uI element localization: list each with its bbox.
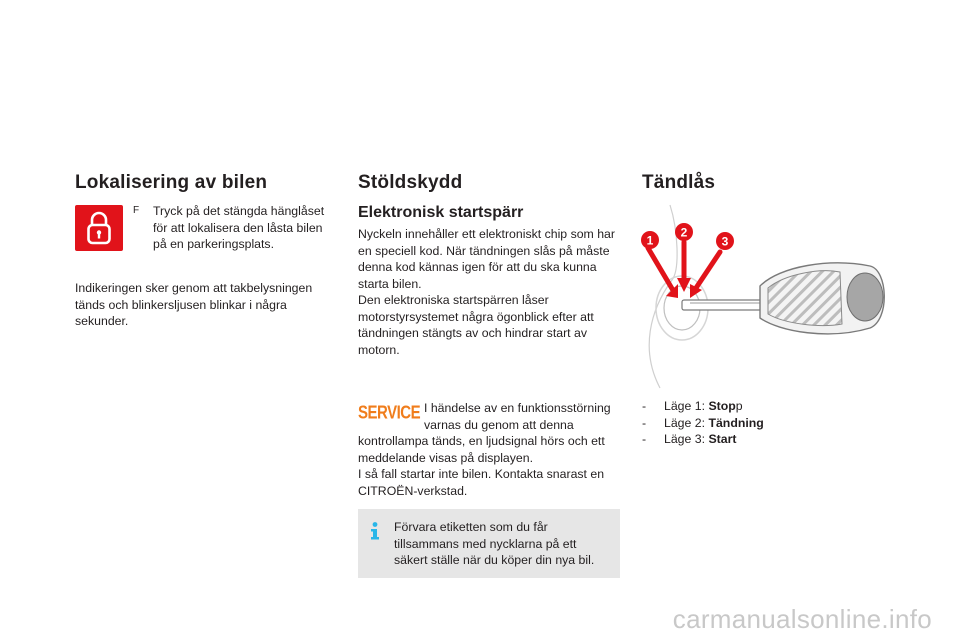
info-note-box (358, 509, 620, 578)
locating-description: Indikeringen sker genom att takbelysningen tänds och blinkersljusen blinkar i några sekunder. (75, 281, 313, 329)
position-marker-2-label: 2 (680, 225, 688, 240)
bullet-marker: F (133, 205, 140, 216)
locating-instruction: Tryck på det stängda hänglåset för att lokalisera den låsta bilen på en parkeringsplats. (153, 204, 325, 252)
warning-text-c: I så fall startar inte bilen. Kontakta snarast en CITROËN-verkstad. (358, 467, 605, 498)
position-marker-1-label: 1 (646, 233, 654, 248)
padlock-button-icon (75, 205, 123, 251)
info-icon (366, 521, 384, 541)
list-item: - Läge 2: Tändning (642, 415, 764, 430)
watermark: carmanualsonline.info (672, 604, 932, 634)
ignition-positions-list (642, 398, 764, 448)
section-title-anti-theft: Stöldskydd (358, 172, 463, 193)
section-title-ignition: Tändlås (642, 172, 716, 193)
service-warning-lamp: SERVICE (358, 402, 421, 424)
position-marker-3-label: 3 (721, 234, 729, 249)
immobiliser-paragraph-2: Den elektroniska startspärren låser motorstyrsystemet några ögonblick efter att tändningen stängts av och hindrar start av motorn. (358, 293, 594, 357)
ignition-key-illustration (620, 200, 900, 390)
warning-text-a: I händelse av en funktionsstörning varnas du genom att denna (424, 401, 611, 432)
padlock-icon (75, 205, 123, 251)
section-title-locating: Lokalisering av bilen (75, 172, 268, 193)
list-item: - Läge 3: Start (642, 432, 737, 447)
section-subtitle-immobiliser: Elektronisk startspärr (358, 204, 524, 221)
list-item: - Läge 1: Stopp (642, 399, 743, 413)
info-note-text: Förvara etiketten som du får tillsammans med nycklarna på ett säkert ställe när du köper din nya bil. (394, 520, 595, 568)
immobiliser-paragraph-1: Nyckeln innehåller ett elektroniskt chip som har en speciell kod. När tändningen slås på måste denna kod kännas igen för att du ska kunna starta bilen. (358, 227, 615, 291)
warning-text-b: kontrollampa tänds, en ljudsignal hörs och ett meddelande visas på displayen. (358, 434, 605, 465)
